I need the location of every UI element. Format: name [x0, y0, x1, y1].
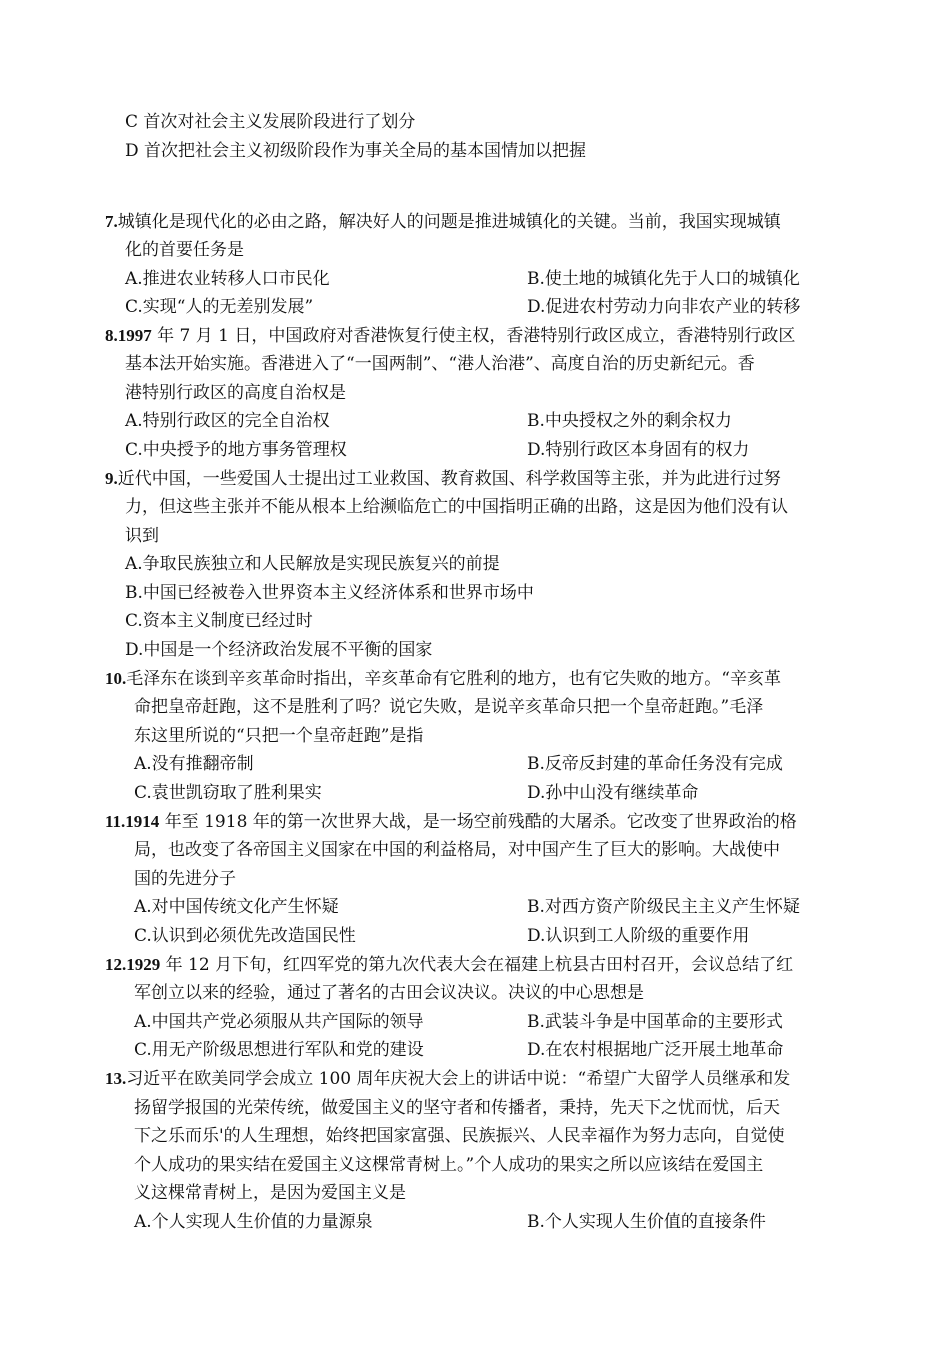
q13-stem-line2: 扬留学报国的光荣传统，做爱国主义的坚守者和传播者，秉持，先天下之忧而忧，后天	[134, 1098, 780, 1118]
q7-stem-line2: 化的首要任务是	[125, 240, 244, 260]
q10-option-c: C.袁世凯窃取了胜利果实	[134, 783, 322, 803]
q7-option-b: B.使土地的城镇化先于人口的城镇化	[527, 269, 800, 289]
q10-option-d: D.孙中山没有继续革命	[527, 783, 699, 803]
q13-option-b: B.个人实现人生价值的直接条件	[527, 1212, 766, 1232]
q9-stem-line1: 近代中国，一些爱国人士提出过工业救国、教育救国、科学救国等主张，并为此进行过努	[117, 469, 781, 489]
q13-stem-line4: 个人成功的果实结在爱国主义这棵常青树上。”个人成功的果实之所以应该结在爱国主	[134, 1155, 764, 1175]
q7-stem-line1: 城镇化是现代化的必由之路，解决好人的问题是推进城镇化的关键。当前，我国实现城镇	[117, 212, 781, 232]
q7-stem	[105, 208, 781, 236]
q9-stem-line2: 力，但这些主张并不能从根本上给濒临危亡的中国指明正确的出路，这是因为他们没有认	[125, 497, 788, 517]
q8-stem-line2: 基本法开始实施。香港进入了“一国两制”、“港人治港”、高度自治的历史新纪元。香	[125, 354, 755, 374]
q12-number: 12.1929	[105, 955, 161, 974]
q7-option-d: D.促进农村劳动力向非农产业的转移	[527, 297, 801, 317]
q10-stem-line3: 东这里所说的“只把一个皇帝赶跑”是指	[134, 726, 424, 746]
q12-stem-line1: 年 12 月下旬，红四军党的第九次代表大会在福建上杭县古田村召开，会议总结了红	[160, 955, 794, 975]
q11-option-a: A.对中国传统文化产生怀疑	[134, 897, 339, 917]
q8-stem	[105, 322, 795, 350]
q7-option-a: A.推进农业转移人口市民化	[125, 269, 330, 289]
q9-number: 9.	[105, 469, 118, 488]
q11-stem-line1: 年至 1918 年的第一次世界大战，是一场空前残酷的大屠杀。它改变了世界政治的格	[159, 812, 797, 832]
q10-stem-line1: 毛泽东在谈到辛亥革命时指出，辛亥革命有它胜利的地方，也有它失败的地方。“辛亥革	[126, 669, 781, 689]
q6-option-c: C 首次对社会主义发展阶段进行了划分	[125, 112, 416, 132]
q12-option-b: B.武装斗争是中国革命的主要形式	[527, 1012, 783, 1032]
q13-stem-line1: 习近平在欧美同学会成立 100 周年庆祝大会上的讲话中说：“希望广大留学人员继承和发	[126, 1069, 791, 1089]
q9-stem-line3: 识到	[125, 526, 159, 546]
q10-option-b: B.反帝反封建的革命任务没有完成	[527, 754, 783, 774]
q13-stem-line3: 下之乐而乐'的人生理想，始终把国家富强、民族振兴、人民幸福作为努力志向，自觉使	[134, 1126, 785, 1146]
q11-option-d: D.认识到工人阶级的重要作用	[527, 926, 750, 946]
q9-option-c: C.资本主义制度已经过时	[125, 611, 313, 631]
q8-stem-line1: 年 7 月 1 日，中国政府对香港恢复行使主权，香港特别行政区成立，香港特别行政区	[151, 326, 796, 346]
q11-number: 11.1914	[105, 812, 160, 831]
q9-option-a: A.争取民族独立和人民解放是实现民族复兴的前提	[125, 554, 500, 574]
q8-option-d: D.特别行政区本身固有的权力	[527, 440, 750, 460]
q11-stem-line3: 国的先进分子	[134, 869, 236, 889]
q10-stem	[105, 665, 781, 693]
q6-option-d: D 首次把社会主义初级阶段作为事关全局的基本国情加以把握	[125, 141, 587, 161]
q11-stem	[105, 808, 797, 836]
q8-stem-line3: 港特别行政区的高度自治权是	[125, 383, 346, 403]
q13-stem-line5: 义这棵常青树上，是因为爱国主义是	[134, 1183, 406, 1203]
q11-option-c: C.认识到必须优先改造国民性	[134, 926, 356, 946]
q12-stem	[105, 951, 793, 979]
q12-option-a: A.中国共产党必须服从共产国际的领导	[134, 1012, 424, 1032]
q13-option-a: A.个人实现人生价值的力量源泉	[134, 1212, 373, 1232]
q7-number: 7.	[105, 212, 118, 231]
q13-number: 13.	[105, 1069, 127, 1088]
q8-number: 8.1997	[105, 326, 152, 345]
q10-option-a: A.没有推翻帝制	[134, 754, 254, 774]
q12-stem-line2: 军创立以来的经验，通过了著名的古田会议决议。决议的中心思想是	[134, 983, 644, 1003]
q7-option-c: C.实现“人的无差别发展”	[125, 297, 314, 317]
q8-option-a: A.特别行政区的完全自治权	[125, 411, 330, 431]
q13-stem	[105, 1065, 790, 1093]
q11-option-b: B.对西方资产阶级民主主义产生怀疑	[527, 897, 800, 917]
q12-option-d: D.在农村根据地广泛开展土地革命	[527, 1040, 784, 1060]
q10-stem-line2: 命把皇帝赶跑，这不是胜利了吗？说它失败，是说辛亥革命只把一个皇帝赶跑。”毛泽	[134, 697, 764, 717]
q9-stem	[105, 465, 781, 493]
q8-option-b: B.中央授权之外的剩余权力	[527, 411, 732, 431]
q8-option-c: C.中央授予的地方事务管理权	[125, 440, 347, 460]
q9-option-b: B.中国已经被卷入世界资本主义经济体系和世界市场中	[125, 583, 534, 603]
q11-stem-line2: 局，也改变了各帝国主义国家在中国的利益格局，对中国产生了巨大的影响。大战使中	[134, 840, 780, 860]
q9-option-d: D.中国是一个经济政治发展不平衡的国家	[125, 640, 433, 660]
q12-option-c: C.用无产阶级思想进行军队和党的建设	[134, 1040, 424, 1060]
q10-number: 10.	[105, 669, 127, 688]
